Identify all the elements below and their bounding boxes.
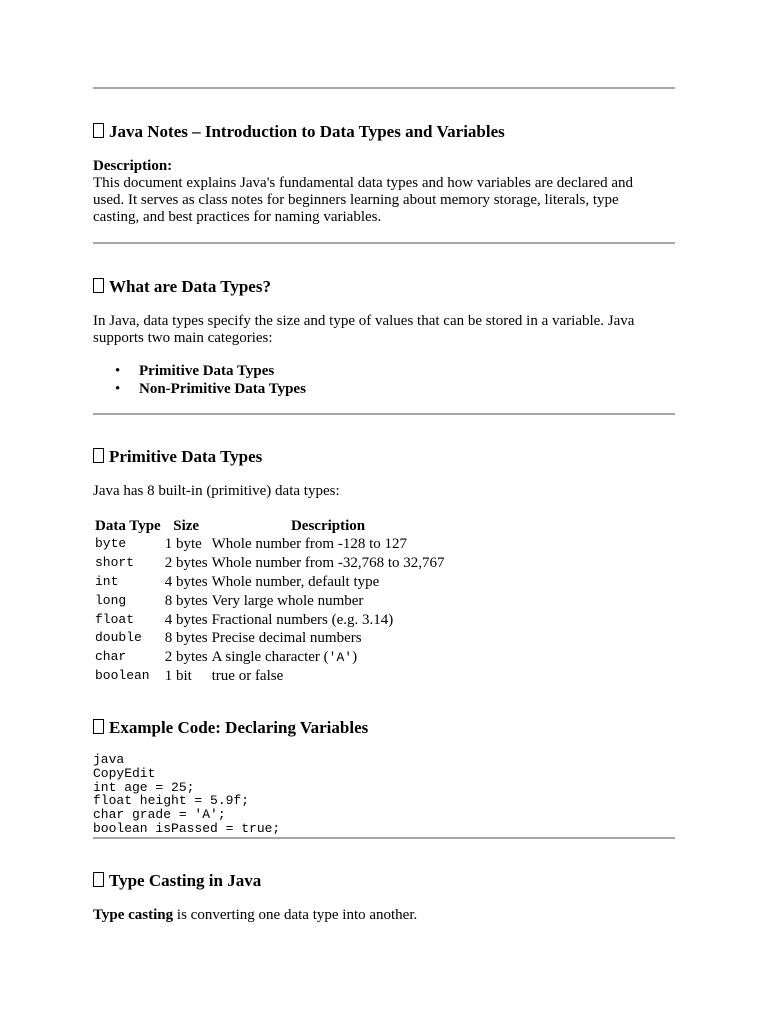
description-label: Description: (93, 158, 173, 174)
code-line: boolean isPassed = true; (93, 820, 281, 836)
table-header-row (93, 517, 447, 535)
section-heading-data-types (93, 277, 271, 297)
page-title-text: Java Notes – Introduction to Data Types and Variables (109, 122, 505, 141)
horizontal-rule (93, 837, 675, 839)
size-cell: 8 bytes (164, 592, 208, 609)
horizontal-rule (93, 87, 675, 89)
type-cell: long (95, 592, 127, 608)
section-heading-text: Type Casting in Java (109, 871, 262, 890)
page-title (93, 122, 505, 142)
section-heading-text: Primitive Data Types (109, 447, 263, 466)
list-item: • Non-Primitive Data Types (93, 380, 306, 398)
type-casting-paragraph (93, 907, 663, 924)
description-cell (210, 648, 447, 667)
code-line: float height = 5.9f; (93, 793, 250, 809)
table-row (93, 554, 447, 573)
section-heading-primitive (93, 447, 262, 467)
section-heading-text: Example Code: Declaring Variables (109, 718, 369, 737)
primitive-intro: Java has 8 built-in (primitive) data types: (93, 483, 340, 499)
description-cell: Whole number from -32,768 to 32,767 (211, 555, 445, 572)
code-block (93, 753, 280, 836)
type-cell: short (95, 555, 135, 571)
column-header: Size (173, 518, 200, 534)
size-cell: 1 byte (164, 536, 202, 553)
table-row (93, 573, 447, 592)
code-line: int age = 25; (93, 779, 195, 795)
description-suffix: ) (352, 648, 358, 665)
missing-glyph-icon (93, 448, 104, 463)
size-cell: 2 bytes (164, 649, 208, 666)
description-cell: Precise decimal numbers (211, 630, 362, 647)
column-header: Data Type (95, 518, 161, 534)
type-cell: char (95, 649, 127, 665)
table-row (93, 648, 447, 667)
type-casting-text: is converting one data type into another. (173, 907, 418, 923)
type-cell: byte (95, 536, 127, 552)
description-cell: true or false (211, 668, 284, 685)
type-cell: double (95, 630, 142, 646)
size-cell: 4 bytes (164, 611, 208, 628)
list-item: • Primitive Data Types (93, 362, 306, 380)
size-cell: 1 bit (164, 668, 192, 685)
description-cell: Whole number from -128 to 127 (211, 536, 407, 553)
missing-glyph-icon (93, 278, 104, 293)
size-cell: 4 bytes (164, 573, 208, 590)
table-row (93, 591, 447, 610)
size-cell: 8 bytes (164, 630, 208, 647)
code-line: char grade = 'A'; (93, 807, 226, 823)
missing-glyph-icon (93, 872, 104, 887)
description-cell: Whole number, default type (211, 573, 380, 590)
missing-glyph-icon (93, 123, 104, 138)
categories-list (93, 362, 306, 398)
description-cell: Fractional numbers (e.g. 3.14) (211, 611, 394, 628)
section-heading-type-casting (93, 871, 261, 891)
description-prefix: A single character ( (211, 648, 329, 665)
horizontal-rule (93, 242, 675, 244)
description-cell: Very large whole number (211, 592, 364, 609)
column-header: Description (290, 518, 366, 534)
type-cell: float (95, 611, 135, 627)
type-cell: int (95, 573, 119, 589)
table-row (93, 629, 447, 648)
description-text: This document explains Java's fundamental data types and how variables are declared and used. It serves as class notes for beginners learning about memory storage, literals, type casting, and best practices for naming variables. (93, 175, 634, 225)
missing-glyph-icon (93, 719, 104, 734)
description (93, 158, 663, 226)
size-cell: 2 bytes (164, 555, 208, 572)
section-heading-text: What are Data Types? (109, 277, 271, 296)
section-heading-example-code (93, 718, 368, 738)
inline-code: 'A' (328, 649, 353, 665)
code-line: java (93, 752, 125, 767)
data-types-paragraph: In Java, data types specify the size and type of values that can be stored in a variable. Java supports two main categories: (93, 313, 635, 346)
table-row (93, 535, 447, 554)
copy-edit-label: CopyEdit (93, 765, 156, 781)
type-cell: boolean (95, 668, 150, 684)
data-types-table (93, 517, 447, 686)
table-row (93, 667, 447, 686)
type-casting-term: Type casting (93, 907, 174, 923)
table-row (93, 610, 447, 629)
horizontal-rule (93, 413, 675, 415)
